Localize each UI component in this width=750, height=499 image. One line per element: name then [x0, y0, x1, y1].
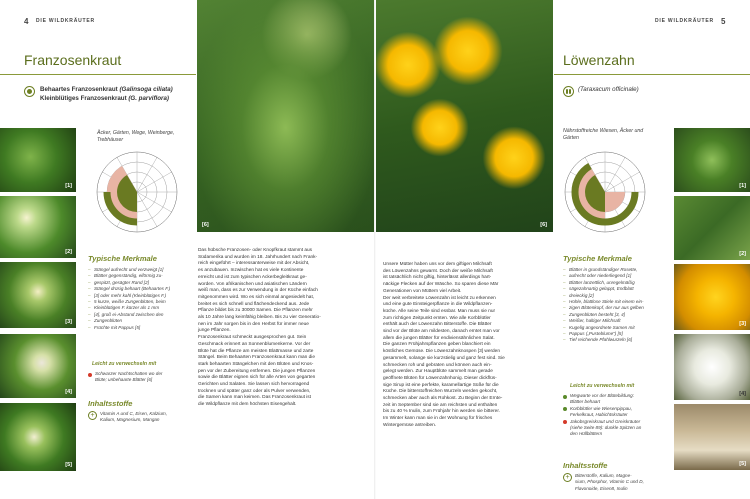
nutrients-left: [100, 411, 200, 424]
body-line: weiß man, dass es zur Verwendung in der Küche einfach: [198, 288, 318, 294]
feature-item: – gespitzt, gesägter Rand [2]: [88, 280, 200, 286]
feature-item: – Zungenblüten: [88, 318, 200, 324]
confuse-heading-right: Leicht zu verwechseln mit: [570, 383, 635, 389]
scientific-name: (Galinsoga ciliata): [119, 86, 173, 93]
confuse-item: [88, 377, 200, 383]
body-line: Pflanze bildet bis zu 30000 Samen. Die Pflanzen mehr: [198, 308, 313, 314]
body-line: geöffnete Blüten für Löwenzahnhonig. Dieser dickflüs-: [383, 375, 497, 381]
photo-right-main: [376, 0, 553, 232]
photo-left-3: [0, 262, 76, 328]
species-name-2: [40, 94, 169, 103]
features-heading-left: Typische Merkmale: [88, 254, 157, 263]
body-text-right: [383, 262, 553, 430]
running-head-left: DIE WILDKRÄUTER: [36, 18, 95, 24]
nutrient-line: Bitterstoffe, Kalium, Magne-: [575, 473, 632, 478]
photo-left-2: [0, 196, 76, 258]
confuse-list-right: [563, 393, 673, 438]
confuse-text: Wegwarte vor der Blütebildung:: [570, 393, 635, 398]
body-line: näckige Flecken auf der Wäsche. So sparen diese Mär: [383, 282, 499, 288]
confuse-text: Jakobsgreiskraut und Greiskräuter: [570, 418, 641, 424]
photo-right-2: [674, 196, 750, 260]
features-list-left: [88, 267, 200, 331]
feature-item: – aufrecht oder niederliegend [1]: [563, 273, 673, 279]
habitat-text-left: [97, 130, 174, 144]
confuse-text: (siehe Seite 89): dunkle Spitzen an: [570, 425, 642, 431]
plus-icon: +: [563, 473, 572, 482]
photo-label: [2]: [65, 249, 72, 255]
body-line: allem die jungen Blätter für endiviensähnlichen Salat.: [383, 335, 495, 341]
feature-item: – Blätter in grundständiger Rosette,: [563, 267, 673, 273]
nutrient-line: sium, Phosphor, Vitamin C und D,: [575, 479, 644, 485]
body-line: Küche. Die bitterstoffreichen Wurzeln werden gekocht,: [383, 389, 498, 395]
feature-item: – sägezahnartig gelappt, Endblatt: [563, 286, 673, 292]
habitat-line: Nährstoffreiche Wiesen, Äcker und: [563, 128, 644, 134]
habitat-line: Äcker, Gärten, Wege, Weinberge,: [97, 130, 175, 136]
confuse-text: Blätter behaart: [570, 399, 601, 405]
nutrients-right: [575, 473, 673, 492]
feature-item: – [3] oder mehr kahl (Kleinblütiges F.): [88, 293, 200, 299]
body-line: Gerichten und Salaten. Sie lassen sich hervorragend: [198, 382, 310, 388]
body-line: gelegt werden. Zur Hauptblüte sammelt man gerade: [383, 369, 493, 375]
body-line: Stängel. Beim Behaarten Franzosenkraut kann man die: [198, 355, 315, 361]
nutrient-line: Vitamin A und C, Eisen, Kalzium,: [100, 411, 167, 416]
feature-item: – Pappus („Pusteblume") [5]: [563, 331, 673, 337]
title-rule-left: [0, 74, 196, 75]
photo-right-5: [674, 404, 750, 470]
scientific-name: (G. parviflora): [128, 95, 169, 102]
photo-label: [4]: [65, 389, 72, 395]
habitat-text-right: [563, 128, 643, 142]
photo-left-main: [197, 0, 374, 232]
body-line: die Wildpflanze mit dem höchsten Eisengehalt.: [198, 402, 297, 408]
page-number-right: 5: [721, 17, 726, 26]
photo-left-5: [0, 403, 76, 471]
common-name: Behaartes Franzosenkraut: [40, 86, 118, 93]
species-icon: [24, 86, 35, 97]
feature-item: – 5 kurze, weiße Zungenblüten, beim: [88, 299, 200, 305]
features-heading-right: Typische Merkmale: [563, 254, 632, 263]
body-line: sige Sirup ist eine perfekte, karamellartige Süße für die: [383, 382, 499, 388]
body-line: Südamerika und wurden im 18. Jahrhundert nach Frank-: [198, 254, 318, 260]
species-name-right: (Taraxacum officinale): [578, 86, 639, 93]
feature-item: – Tief reichende Pfahlwurzeln [6]: [563, 337, 673, 343]
photo-left-4: [0, 334, 76, 398]
body-line: breitet es sich schnell und flächendeckend aus. Jede: [198, 301, 310, 307]
page-title-left: Franzosenkraut: [24, 52, 122, 68]
body-line: küche. Alle seine Teile sind essbar. Man muss sie nur: [383, 308, 496, 314]
body-line: bis zu 40 % Inulin, zum Frühjahr hin werden sie bitterer.: [383, 409, 500, 415]
body-line: schmecken roh und gebraten und können auch ein-: [383, 362, 492, 368]
body-line: Unsere Mütter haben uns vor dem giftigen Milchsaft: [383, 262, 492, 267]
confuse-text: Blüte; unbehaarte Blätter [6]: [95, 377, 153, 383]
photo-label: [2]: [739, 251, 746, 257]
running-head-right: DIE WILDKRÄUTER: [655, 18, 714, 24]
body-line: Blüte hat die Pflanze am meisten Blattmasse und zarte: [198, 348, 314, 354]
feature-item: – [4], groß ei-Abstand zwischen den: [88, 312, 200, 318]
body-line: köstliches Gemüse. Die Löwenzahnknospen [3] werden: [383, 349, 500, 355]
body-line: und eine gute Einsteigerpflanze in die Wildpflanzen-: [383, 302, 493, 308]
body-line: Das hübsche Franzosen- oder Knopfkraut stammt aus: [198, 248, 313, 253]
body-line: worden. Von afrikanischen und asiatischen Ländern: [198, 281, 307, 287]
feature-item: – Blätter gegenständig, eiförmig zu-: [88, 273, 200, 279]
body-line: Wintergemüse antreiben.: [383, 422, 437, 428]
feature-item: – Stängel aufrecht und verzweigt [1]: [88, 267, 200, 273]
body-line: zum richtigen Zeitpunkt ernten. Wie alle Korbblütler: [383, 315, 491, 321]
similar-dot-icon: [563, 395, 567, 399]
season-wheel-left: [95, 150, 179, 234]
warning-dot-icon: [88, 373, 92, 377]
body-line: stark behaarten Stängelchen mit den Blüten und Knos-: [198, 361, 314, 367]
body-line: schmecken aber auch als Rohkost. Zu Beginn der Ernte-: [383, 396, 503, 402]
habitat-line: Gärten: [563, 135, 579, 141]
body-text-left: [198, 248, 368, 409]
confuse-text: den Hüllblättern: [570, 431, 603, 437]
body-line: es anzubauen. Inzwischen hat es viele Kontinente: [198, 268, 304, 274]
body-line: als 10 Jahre lang keimfähig bleiben. Bis zu vier Generatio-: [198, 315, 321, 321]
photo-label: [1]: [65, 183, 72, 189]
body-line: enthält auch der Löwenzahn Bitterstoffe. Die Blätter: [383, 322, 492, 328]
feature-item: – Hohle, blattlose Stiele mit einem ein-: [563, 299, 673, 305]
body-line: des Löwenzahns gewarnt. Doch der weiße Milchsaft: [383, 268, 493, 274]
body-line: erreicht und ist zum typischen Ackerbegleitkraut ge-: [198, 274, 307, 280]
species-name-1: [40, 85, 173, 94]
confuse-text: Schwarzer Nachtschatten wo der: [95, 371, 163, 376]
feature-item: – Blätter lanzettlich, unregelmäßig: [563, 280, 673, 286]
nutr-heading-left: Inhaltsstoffe: [88, 399, 133, 408]
photo-label: [3]: [65, 319, 72, 325]
photo-right-1: [674, 128, 750, 192]
page-number-left: 4: [24, 17, 29, 26]
confuse-list-left: [88, 371, 200, 384]
body-line: pen vor der Zubereitung entfernen. Die jungen Pflanzen: [198, 368, 316, 374]
body-line: sind vor der Blüte am mildesten, danach erntet man vor: [383, 329, 500, 335]
confuse-text: Korbblütler wie Wiesenpippau,: [570, 405, 633, 411]
season-wheel-right: [563, 150, 647, 234]
body-line: ist tatsächlich nicht giftig, hinterlässt allerdings hart-: [383, 275, 492, 281]
confuse-heading-left: Leicht zu verwechseln mit: [92, 361, 157, 367]
body-line: mitgenommen wird. Wo es sich einmal angesiedelt hat,: [198, 294, 315, 300]
photo-label: [6]: [540, 222, 547, 228]
body-line: trocknen und später ganz oder als Pulver verwenden,: [198, 388, 311, 394]
photo-label: [4]: [739, 391, 746, 397]
feature-item: – Zungenblüten besteht [3, 4]: [563, 312, 673, 318]
nutrient-line: Kalium, Magnesium, Mangan: [100, 417, 160, 423]
plus-icon: +: [88, 411, 97, 420]
body-line: Generationen von Müttern viel Arbeit.: [383, 288, 462, 294]
species-icon: [563, 86, 574, 97]
body-line: junge Pflanzen.: [198, 328, 231, 334]
photo-right-4: [674, 334, 750, 400]
body-line: Im Winter kann man sie in der Wohnung für frisches: [383, 416, 493, 422]
body-line: Der weit verbreitete Löwenzahn ist leicht zu erkennen: [383, 295, 496, 301]
similar-dot-icon: [563, 407, 567, 411]
feature-item: – zigen Blütenkopf, der nur aus gelben: [563, 305, 673, 311]
photo-label: [1]: [739, 183, 746, 189]
photo-left-1: [0, 128, 76, 192]
photo-label: [3]: [739, 321, 746, 327]
body-line: Geschmack erinnert an Sonnenblumenkerne. Vor der: [198, 341, 311, 347]
feature-item: – Stängel drüsig behaart (Behaartes F.): [88, 286, 200, 292]
body-line: zeit im September sind sie am reichsten und enthalten: [383, 402, 498, 408]
page-title-right: Löwenzahn: [563, 52, 635, 68]
photo-label: [6]: [202, 222, 209, 228]
nutr-heading-right: Inhaltsstoffe: [563, 461, 608, 470]
body-line: gesammelt, solange sie kurzstielig und ganz fest sind. Sie: [383, 355, 505, 361]
feature-item: – Kleinblütigen F. kürzer als 1 mm: [88, 305, 200, 311]
confuse-text: Ferkelkraut, Habichtskräuter: [570, 412, 628, 418]
features-list-right: [563, 267, 673, 344]
feature-item: – Weißer, haltiger Milchsaft: [563, 318, 673, 324]
feature-item: – Kugelig angeordnete Samen mit: [563, 325, 673, 331]
body-line: Die ganzen Frühjahrspflanzen geben blanchiert ein: [383, 342, 491, 348]
feature-item: – dreieckig [2]: [563, 293, 673, 299]
body-line: nen im Jahr sorgen bis in den Herbst für immer neue: [198, 321, 309, 327]
nutrient-line: Flavonoide, Eisen8, Inulin: [575, 485, 628, 491]
body-line: Franzosenkraut schmeckt ausgesprochen gut. Sein: [198, 335, 307, 341]
photo-right-3: [674, 264, 750, 330]
common-name: Kleinblütiges Franzosenkraut: [40, 95, 127, 102]
body-line: sowie die Blätter eignen sich für alle Arten von gegarten: [198, 375, 316, 381]
habitat-line: Trebhäuser: [97, 137, 124, 143]
body-line: die Samen kann man keimen. Das Franzosenkraut ist: [198, 395, 311, 401]
warning-dot-icon: [563, 420, 567, 424]
body-line: reich eingeführt – interessanterweise mit der Absicht,: [198, 261, 310, 267]
photo-label: [5]: [65, 462, 72, 468]
title-rule-right: [554, 74, 750, 75]
photo-label: [5]: [739, 461, 746, 467]
feature-item: – Früchte mit Pappus [5]: [88, 325, 200, 331]
confuse-item: [563, 431, 673, 437]
